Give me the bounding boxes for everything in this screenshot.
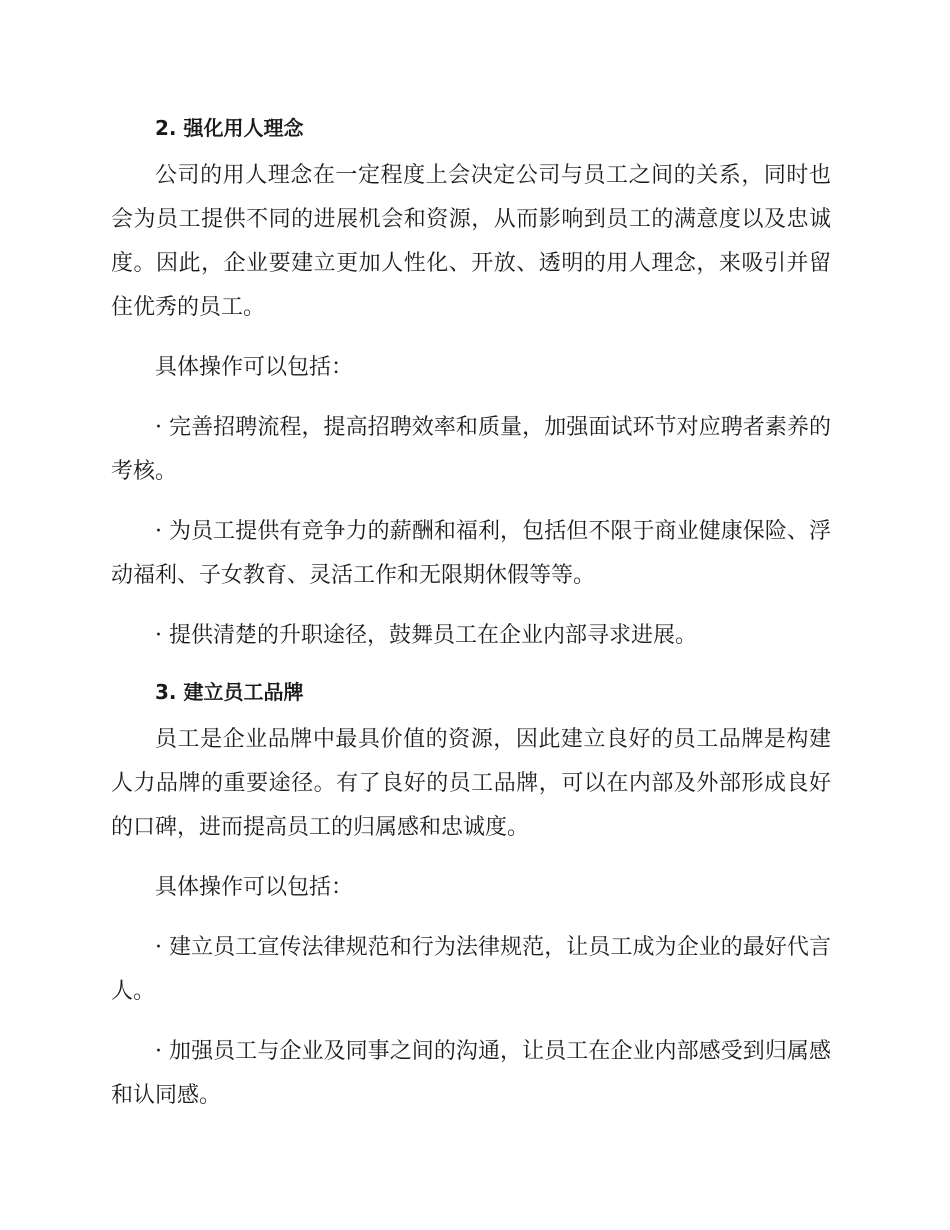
operations-label: 具体操作可以包括：	[155, 875, 354, 900]
section-heading: 2. 强化用人理念	[155, 116, 304, 140]
section-paragraph: 公司的用人理念在一定程度上会决定公司与员工之间的关系，同时也会为员工提供不同的进展机会和资源，从而影响到员工的满意度以及忠诚度。因此，企业要建立更加人性化、开放、透明的用人理念，来吸引并留住优秀的员工。	[111, 163, 831, 320]
bullet-item: · 提供清楚的升职途径，鼓舞员工在企业内部寻求进展。	[155, 623, 697, 648]
operations-label: 具体操作可以包括：	[155, 355, 354, 380]
section-paragraph: 员工是企业品牌中最具价值的资源，因此建立良好的员工品牌是构建人力品牌的重要途径。有了良好的员工品牌，可以在内部及外部形成良好的口碑，进而提高员工的归属感和忠诚度。	[111, 727, 831, 840]
document-body	[111, 110, 831, 1134]
bullet-item: · 完善招聘流程，提高招聘效率和质量，加强面试环节对应聘者素养的考核。	[111, 415, 831, 484]
bullet-item: · 为员工提供有竞争力的薪酬和福利，包括但不限于商业健康保险、浮动福利、子女教育、灵活工作和无限期休假等等。	[111, 519, 831, 588]
bullet-item: · 加强员工与企业及同事之间的沟通，让员工在企业内部感受到归属感和认同感。	[111, 1039, 831, 1108]
bullet-item: · 建立员工宣传法律规范和行为法律规范，让员工成为企业的最好代言人。	[111, 935, 831, 1004]
section-heading: 3. 建立员工品牌	[155, 680, 304, 704]
